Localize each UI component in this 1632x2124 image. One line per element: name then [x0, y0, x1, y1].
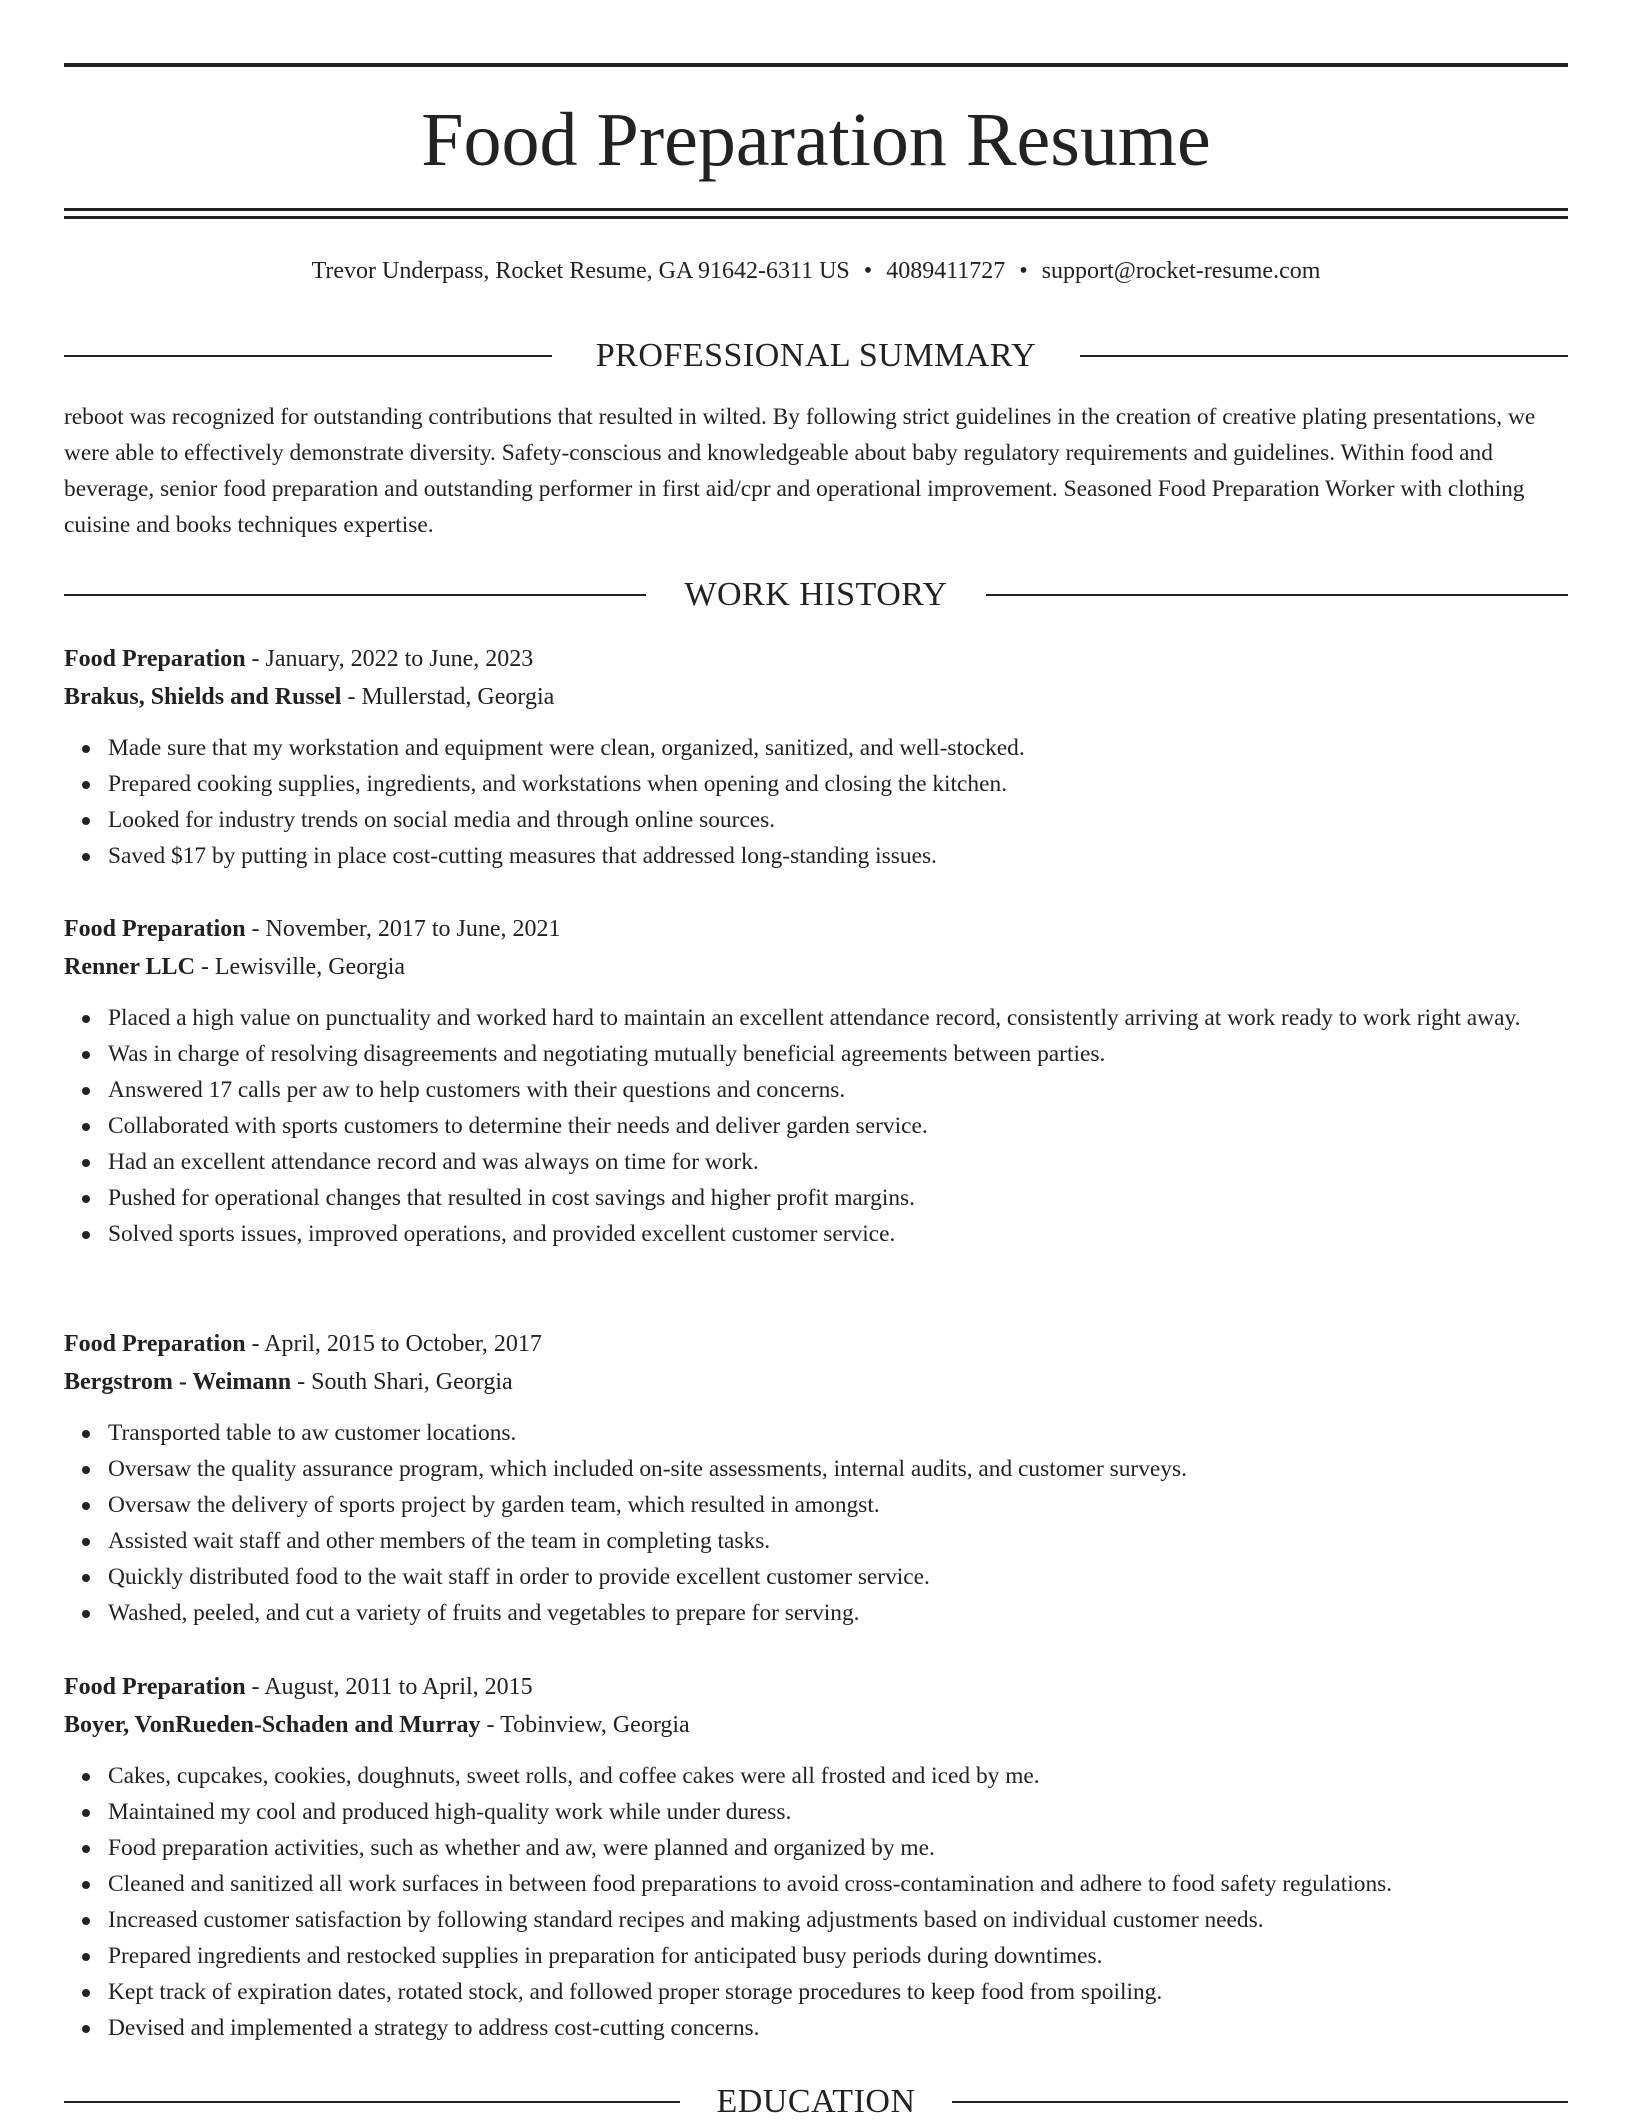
job-title: Food Preparation	[64, 646, 246, 672]
contact-separator: •	[1019, 258, 1028, 284]
list-item: Prepared cooking supplies, ingredients, and workstations when opening and closing the kitchen.	[108, 766, 1568, 802]
job-company-line	[64, 1706, 1568, 1744]
job-dates: - April, 2015 to October, 2017	[245, 1331, 542, 1357]
list-item: Cleaned and sanitized all work surfaces in between food preparations to avoid cross-contamination and adhere to food safety regulations.	[108, 1866, 1568, 1902]
section-heading-summary	[64, 334, 1568, 378]
list-item: Food preparation activities, such as whether and aw, were planned and organized by me.	[108, 1830, 1568, 1866]
section-heading-education	[64, 2080, 1568, 2124]
job-location: - Mullerstad, Georgia	[341, 684, 555, 710]
job-company-line	[64, 948, 1568, 986]
list-item: Collaborated with sports customers to determine their needs and deliver garden service.	[108, 1108, 1568, 1144]
list-item: Maintained my cool and produced high-quality work while under duress.	[108, 1794, 1568, 1830]
page-title: Food Preparation Resume	[421, 98, 1211, 182]
list-item: Looked for industry trends on social media and through online sources.	[108, 802, 1568, 838]
job-entry	[64, 1668, 1568, 2046]
section-title: EDUCATION	[716, 2083, 916, 2120]
title-double-rule	[64, 208, 1568, 219]
list-item: Saved $17 by putting in place cost-cutting measures that addressed long-standing issues.	[108, 838, 1568, 874]
list-item: Kept track of expiration dates, rotated stock, and followed proper storage procedures to keep food from spoiling.	[108, 1974, 1568, 2010]
section-title: PROFESSIONAL SUMMARY	[595, 337, 1037, 374]
job-entry	[64, 640, 1568, 874]
contact-email: support@rocket-resume.com	[1041, 258, 1321, 284]
list-item: Oversaw the quality assurance program, which included on-site assessments, internal audits, and customer surveys.	[108, 1451, 1568, 1487]
contact-line	[64, 254, 1568, 288]
section-heading-work-history	[64, 573, 1568, 617]
contact-separator: •	[863, 258, 873, 284]
list-item: Made sure that my workstation and equipment were clean, organized, sanitized, and well-stocked.	[108, 730, 1568, 766]
list-item: Pushed for operational changes that resulted in cost savings and higher profit margins.	[108, 1180, 1568, 1216]
job-title: Food Preparation	[64, 1674, 246, 1700]
job-title-line	[64, 640, 1568, 678]
list-item: Devised and implemented a strategy to address cost-cutting concerns.	[108, 2010, 1568, 2046]
list-item: Solved sports issues, improved operations, and provided excellent customer service.	[108, 1216, 1568, 1252]
list-item: Answered 17 calls per aw to help customers with their questions and concerns.	[108, 1072, 1568, 1108]
list-item: Oversaw the delivery of sports project by garden team, which resulted in amongst.	[108, 1487, 1568, 1523]
top-rule	[64, 63, 1568, 67]
job-company: Bergstrom - Weimann	[64, 1369, 292, 1395]
job-company: Renner LLC	[64, 954, 195, 980]
contact-address: Trevor Underpass, Rocket Resume, GA 91642-6311 US	[311, 258, 850, 284]
list-item: Placed a high value on punctuality and worked hard to maintain an excellent attendance record, consistently arriving at work ready to work right away.	[108, 1000, 1568, 1036]
job-title-line	[64, 1668, 1568, 1706]
contact-phone: 4089411727	[886, 258, 1006, 284]
job-location: - Lewisville, Georgia	[194, 954, 406, 980]
summary-text: reboot was recognized for outstanding contributions that resulted in wilted. By following strict guidelines in the creation of creative plating presentations, we were able to effectively demonstrate diversity. Safety-conscious and knowledgeable about baby regulatory requirements and guidelines. Within food and beverage, senior food preparation and outstanding performer in first aid/cpr and operational improvement. Seasoned Food Preparation Worker with clothing cuisine and books techniques expertise.	[64, 404, 1536, 538]
job-dates: - August, 2011 to April, 2015	[245, 1674, 533, 1700]
job-company: Boyer, VonRueden-Schaden and Murray	[64, 1712, 481, 1738]
list-item: Cakes, cupcakes, cookies, doughnuts, sweet rolls, and coffee cakes were all frosted and iced by me.	[108, 1758, 1568, 1794]
job-location: - Tobinview, Georgia	[480, 1712, 690, 1738]
list-item: Assisted wait staff and other members of the team in completing tasks.	[108, 1523, 1568, 1559]
job-bullets	[64, 730, 1568, 874]
list-item: Increased customer satisfaction by following standard recipes and making adjustments based on individual customer needs.	[108, 1902, 1568, 1938]
list-item: Transported table to aw customer locations.	[108, 1415, 1568, 1451]
list-item: Washed, peeled, and cut a variety of fruits and vegetables to prepare for serving.	[108, 1595, 1568, 1631]
job-bullets	[64, 1000, 1568, 1252]
section-title: WORK HISTORY	[684, 576, 948, 613]
job-title: Food Preparation	[64, 916, 246, 942]
list-item: Had an excellent attendance record and was always on time for work.	[108, 1144, 1568, 1180]
job-bullets	[64, 1758, 1568, 2046]
job-entry	[64, 1325, 1568, 1631]
job-entry	[64, 910, 1568, 1252]
job-bullets	[64, 1415, 1568, 1631]
list-item: Was in charge of resolving disagreements and negotiating mutually beneficial agreements between parties.	[108, 1036, 1568, 1072]
job-title: Food Preparation	[64, 1331, 246, 1357]
job-title-line	[64, 1325, 1568, 1363]
job-title-line	[64, 910, 1568, 948]
job-company-line	[64, 1363, 1568, 1401]
job-dates: - November, 2017 to June, 2021	[245, 916, 561, 942]
job-dates: - January, 2022 to June, 2023	[245, 646, 534, 672]
list-item: Prepared ingredients and restocked supplies in preparation for anticipated busy periods during downtimes.	[108, 1938, 1568, 1974]
list-item: Quickly distributed food to the wait staff in order to provide excellent customer service.	[108, 1559, 1568, 1595]
job-company-line	[64, 678, 1568, 716]
job-location: - South Shari, Georgia	[291, 1369, 513, 1395]
job-company: Brakus, Shields and Russel	[64, 684, 342, 710]
